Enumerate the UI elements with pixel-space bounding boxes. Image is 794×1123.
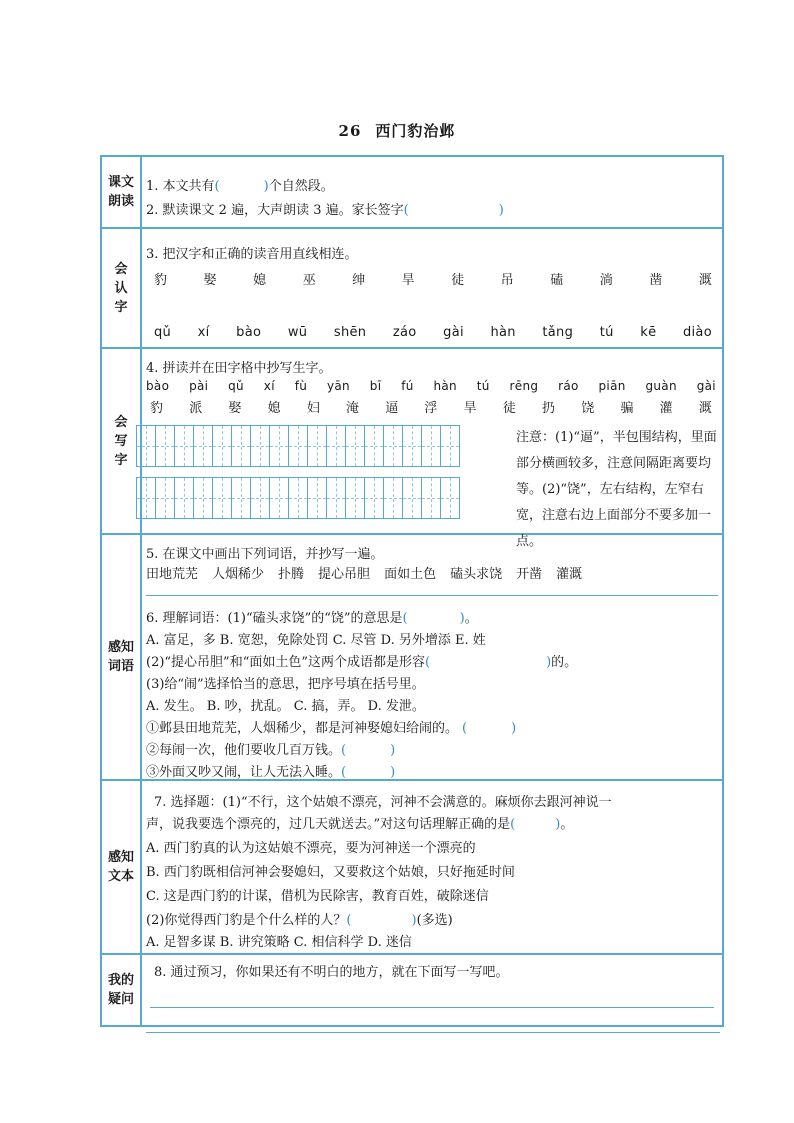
question-text: 声，说我要选个漂亮的，过几天就送去。”对这句话理解正确的是: [146, 817, 511, 832]
pinyin-item: guàn: [645, 379, 677, 393]
label-line: 会: [114, 261, 128, 277]
question-2: [146, 199, 504, 218]
label-line: 词语: [107, 659, 134, 674]
signature-blank[interactable]: [404, 203, 504, 218]
pinyin-item[interactable]: qǔ: [154, 325, 172, 340]
pinyin-item[interactable]: hàn: [490, 325, 516, 340]
char-item: 旱: [463, 401, 477, 416]
tianzige-cell[interactable]: [383, 477, 403, 519]
paren-close: ): [411, 913, 417, 928]
pinyin-item[interactable]: bào: [236, 325, 262, 340]
answer-blank[interactable]: [341, 743, 395, 758]
tianzige-cell[interactable]: [326, 425, 346, 467]
paren-open: (: [403, 203, 409, 218]
option-c[interactable]: C. 这是西门豹的计谋，借机为民除害，教育百姓，破除迷信: [146, 889, 489, 904]
tianzige-cell[interactable]: [383, 425, 403, 467]
paren-close: ): [390, 743, 396, 758]
tianzige-cell[interactable]: [326, 477, 346, 519]
pinyin-item: rēng: [509, 379, 539, 393]
pinyin-item[interactable]: diào: [682, 325, 712, 340]
pinyin-item[interactable]: tǎng: [542, 325, 574, 340]
pinyin-item: fù: [294, 379, 308, 393]
q7-2-options: A. 足智多谋 B. 讲究策略 C. 相信科学 D. 迷信: [146, 935, 412, 950]
word-item: 提心吊胆: [318, 567, 371, 582]
section-label: [102, 535, 142, 779]
char-item: 徒: [502, 401, 516, 416]
sentence-1: [146, 717, 516, 736]
section-text-understanding: [102, 781, 722, 955]
copy-line[interactable]: [146, 595, 718, 596]
tianzige-cell[interactable]: [212, 477, 232, 519]
tianzige-cell[interactable]: [155, 425, 175, 467]
char-item[interactable]: 徒: [451, 273, 465, 288]
tianzige-cell[interactable]: [364, 425, 384, 467]
char-item[interactable]: 磕: [550, 273, 564, 288]
section-vocabulary: [102, 535, 722, 781]
tianzige-cell[interactable]: [402, 477, 422, 519]
tianzige-cell[interactable]: [421, 477, 441, 519]
tianzige-cell[interactable]: [174, 425, 194, 467]
pinyin-item[interactable]: wū: [287, 325, 308, 340]
pinyin-item[interactable]: záo: [392, 325, 417, 340]
question-6-2: [146, 651, 577, 670]
paren-open: (: [425, 655, 431, 670]
sentence-text: ①邺县田地荒芜，人烟稀少，都是河神娶媳妇给闹的。: [146, 721, 459, 736]
char-item: 媳: [267, 401, 281, 416]
pinyin-item: yān: [326, 379, 350, 393]
paren-close: ): [511, 721, 517, 736]
char-item: 骗: [620, 401, 634, 416]
pinyin-item: fú: [401, 379, 414, 393]
pinyin-item: piān: [598, 379, 626, 393]
label-line: 文本: [107, 869, 134, 884]
tianzige-cell[interactable]: [250, 425, 270, 467]
section-label: [102, 781, 142, 953]
question-text: 个自然段。: [268, 179, 334, 194]
char-item[interactable]: 吊: [500, 273, 514, 288]
char-item: 饶: [581, 401, 595, 416]
chars-row: [146, 269, 718, 288]
pinyin-item: xí: [263, 379, 275, 393]
section-write: [102, 349, 722, 549]
label-line: 朗读: [107, 194, 134, 209]
label-line: 感知: [107, 850, 134, 865]
char-item[interactable]: 娶: [203, 273, 217, 288]
char-item: 溉: [698, 401, 712, 416]
tianzige-cell[interactable]: [250, 477, 270, 519]
word-item: 磕头求饶: [450, 567, 503, 582]
question-8: 8. 通过预习，你如果还有不明白的地方，就在下面写一写吧。: [154, 965, 509, 980]
paren-close: ): [555, 817, 561, 832]
tianzige-cell[interactable]: [345, 425, 365, 467]
question-text: 。: [560, 817, 574, 832]
tianzige-cell[interactable]: [136, 477, 156, 519]
tianzige-cell[interactable]: [421, 425, 441, 467]
section-questions: [102, 955, 722, 1025]
char-item[interactable]: 豹: [154, 273, 168, 288]
question-7-2: [146, 909, 453, 928]
question-text: 2. 默读课文 2 遍，大声朗读 3 遍。家长签字: [146, 203, 404, 218]
char-item[interactable]: 淌: [599, 273, 613, 288]
sentence-text: ②每闹一次，他们要收几百万钱。: [146, 743, 342, 758]
pinyin-row: [146, 325, 718, 340]
paren-close: ): [263, 179, 269, 194]
option-a[interactable]: A. 西门豹真的认为这姑娘不漂亮，要为河神送一个漂亮的: [146, 841, 476, 856]
question-text: (2)你觉得西门豹是个什么样的人？: [146, 913, 347, 928]
sentence-text: ③外面又吵又闹，让人无法入睡。: [146, 765, 342, 780]
word-list: [146, 563, 718, 582]
label-line: 认: [114, 280, 128, 296]
question-4: 4. 拼读并在田字格中抄写生字。: [146, 361, 332, 376]
tianzige-cell[interactable]: [345, 477, 365, 519]
char-item: 豹: [150, 401, 164, 416]
char-item: 淹: [346, 401, 360, 416]
char-item[interactable]: 旱: [401, 273, 415, 288]
char-item[interactable]: 溉: [698, 273, 712, 288]
paren-close: ): [498, 203, 504, 218]
section-label: [102, 229, 142, 347]
tianzige-cell[interactable]: [288, 425, 308, 467]
word-item: 灌溉: [556, 567, 583, 582]
question-5: 5. 在课文中画出下列词语，并抄写一遍。: [146, 547, 384, 562]
word-item: 扑腾: [278, 567, 305, 582]
label-line: 感知: [107, 640, 134, 655]
tianzige-cell[interactable]: [269, 425, 289, 467]
question-text: 的。: [551, 655, 578, 670]
answer-blank[interactable]: [341, 765, 395, 780]
word-item: 开凿: [516, 567, 543, 582]
question-text: 1. 本文共有: [146, 179, 215, 194]
char-item: 逼: [385, 401, 399, 416]
writing-line[interactable]: [150, 1007, 714, 1008]
pinyin-item[interactable]: gài: [443, 325, 464, 340]
tianzige-cell[interactable]: [288, 477, 308, 519]
tianzige-cell[interactable]: [269, 477, 289, 519]
tianzige-cell[interactable]: [402, 425, 422, 467]
pinyin-item: bī: [369, 379, 382, 393]
pinyin-item[interactable]: xí: [197, 325, 210, 340]
answer-blank[interactable]: [215, 179, 269, 194]
question-text: 。: [464, 611, 478, 626]
answer-blank[interactable]: [462, 721, 516, 736]
section-label: [102, 955, 142, 1025]
section-reading: [102, 157, 722, 229]
word-item: 人烟稀少: [212, 567, 265, 582]
pinyin-row: [146, 379, 718, 393]
answer-blank[interactable]: [346, 913, 416, 928]
question-text: (2)“提心吊胆”和“面如土色”这两个成语都是形容: [146, 655, 425, 670]
bottom-writing-line[interactable]: [146, 1032, 720, 1033]
answer-blank[interactable]: [510, 817, 560, 832]
lesson-number: 26: [338, 122, 362, 140]
section-label: [102, 157, 142, 227]
pinyin-item: ráo: [558, 379, 579, 393]
question-6: [146, 607, 478, 626]
char-item[interactable]: 凿: [649, 273, 663, 288]
char-item: 派: [189, 401, 203, 416]
sentence-3: [146, 761, 395, 780]
writing-grid-row-2[interactable]: [136, 477, 459, 519]
tianzige-cell[interactable]: [174, 477, 194, 519]
question-6-3: (3)给“闹”选择恰当的意思，把序号填在括号里。: [146, 677, 425, 692]
tianzige-cell[interactable]: [440, 477, 460, 519]
paren-open: (: [341, 743, 347, 758]
answer-blank[interactable]: [403, 611, 465, 626]
tianzige-cell[interactable]: [212, 425, 232, 467]
label-line: 字: [114, 452, 128, 468]
page-title: [0, 120, 794, 141]
pinyin-item: gài: [696, 379, 716, 393]
tianzige-cell[interactable]: [307, 477, 327, 519]
pinyin-item[interactable]: shēn: [333, 325, 367, 340]
tianzige-cell[interactable]: [231, 425, 251, 467]
writing-note: 注意：(1)“逼”，半包围结构，里面部分横画较多，注意间隔距离要均等。(2)“饶”，左右结构，左窄右宽，注意右边上面部分不要多加一点。: [516, 430, 717, 549]
char-item: 灌: [659, 401, 673, 416]
tianzige-cell[interactable]: [364, 477, 384, 519]
paren-open: (: [214, 179, 220, 194]
paren-open: (: [341, 765, 347, 780]
char-item: 浮: [424, 401, 438, 416]
tianzige-cell[interactable]: [307, 425, 327, 467]
pinyin-item[interactable]: tú: [599, 325, 614, 340]
label-line: 课文: [107, 175, 134, 190]
pinyin-item[interactable]: kē: [640, 325, 657, 340]
question-7-line1: 7. 选择题：(1)“不行，这个姑娘不漂亮，河神不会满意的。麻烦你去跟河神说一: [154, 795, 612, 810]
question-3: 3. 把汉字和正确的读音用直线相连。: [146, 247, 358, 262]
paren-open: (: [510, 817, 516, 832]
pinyin-item: tú: [476, 379, 490, 393]
char-item: 妇: [306, 401, 320, 416]
paren-open: (: [462, 721, 468, 736]
chars-row: [146, 397, 718, 416]
question-7-line2: [146, 813, 573, 832]
worksheet-table: [100, 155, 724, 1027]
question-text: 6. 理解词语：(1)“磕头求饶”的“饶”的意思是: [146, 611, 403, 626]
label-line: 我的: [107, 973, 134, 988]
paren-close: ): [390, 765, 396, 780]
tianzige-cell[interactable]: [193, 477, 213, 519]
label-line: 会: [114, 414, 128, 430]
question-1: [146, 175, 334, 194]
tianzige-cell[interactable]: [136, 425, 156, 467]
label-line: 写: [114, 433, 128, 449]
question-text: (多选): [416, 913, 453, 928]
sentence-2: [146, 739, 395, 758]
writing-grid-row-1[interactable]: [136, 425, 459, 467]
char-item: 扔: [542, 401, 556, 416]
option-b[interactable]: B. 西门豹既相信河神会娶媳妇，又要救这个姑娘，只好拖延时间: [146, 865, 515, 880]
paren-close: ): [546, 655, 552, 670]
paren-close: ): [459, 611, 465, 626]
q6-options: A. 富足，多 B. 宽恕，免除处罚 C. 尽管 D. 另外增添 E. 姓: [146, 633, 486, 648]
tianzige-cell[interactable]: [440, 425, 460, 467]
label-line: 疑问: [107, 992, 134, 1007]
pinyin-item: bào: [146, 379, 170, 393]
pinyin-item: pài: [189, 379, 209, 393]
paren-open: (: [346, 913, 352, 928]
lesson-title: 西门豹治邺: [375, 122, 456, 140]
label-line: 字: [114, 299, 128, 315]
paren-open: (: [402, 611, 408, 626]
char-item[interactable]: 绅: [352, 273, 366, 288]
section-recognize: [102, 229, 722, 349]
char-item: 娶: [228, 401, 242, 416]
char-item[interactable]: 媳: [253, 273, 267, 288]
q6-3-options: A. 发生。 B. 吵，扰乱。 C. 搞，弄。 D. 发泄。: [146, 699, 425, 714]
tianzige-cell[interactable]: [193, 425, 213, 467]
char-item[interactable]: 巫: [302, 273, 316, 288]
answer-blank[interactable]: [425, 655, 551, 670]
tianzige-cell[interactable]: [155, 477, 175, 519]
word-item: 面如土色: [384, 567, 437, 582]
tianzige-cell[interactable]: [231, 477, 251, 519]
word-item: 田地荒芜: [146, 567, 199, 582]
pinyin-item: qǔ: [228, 379, 244, 393]
pinyin-item: hàn: [433, 379, 457, 393]
